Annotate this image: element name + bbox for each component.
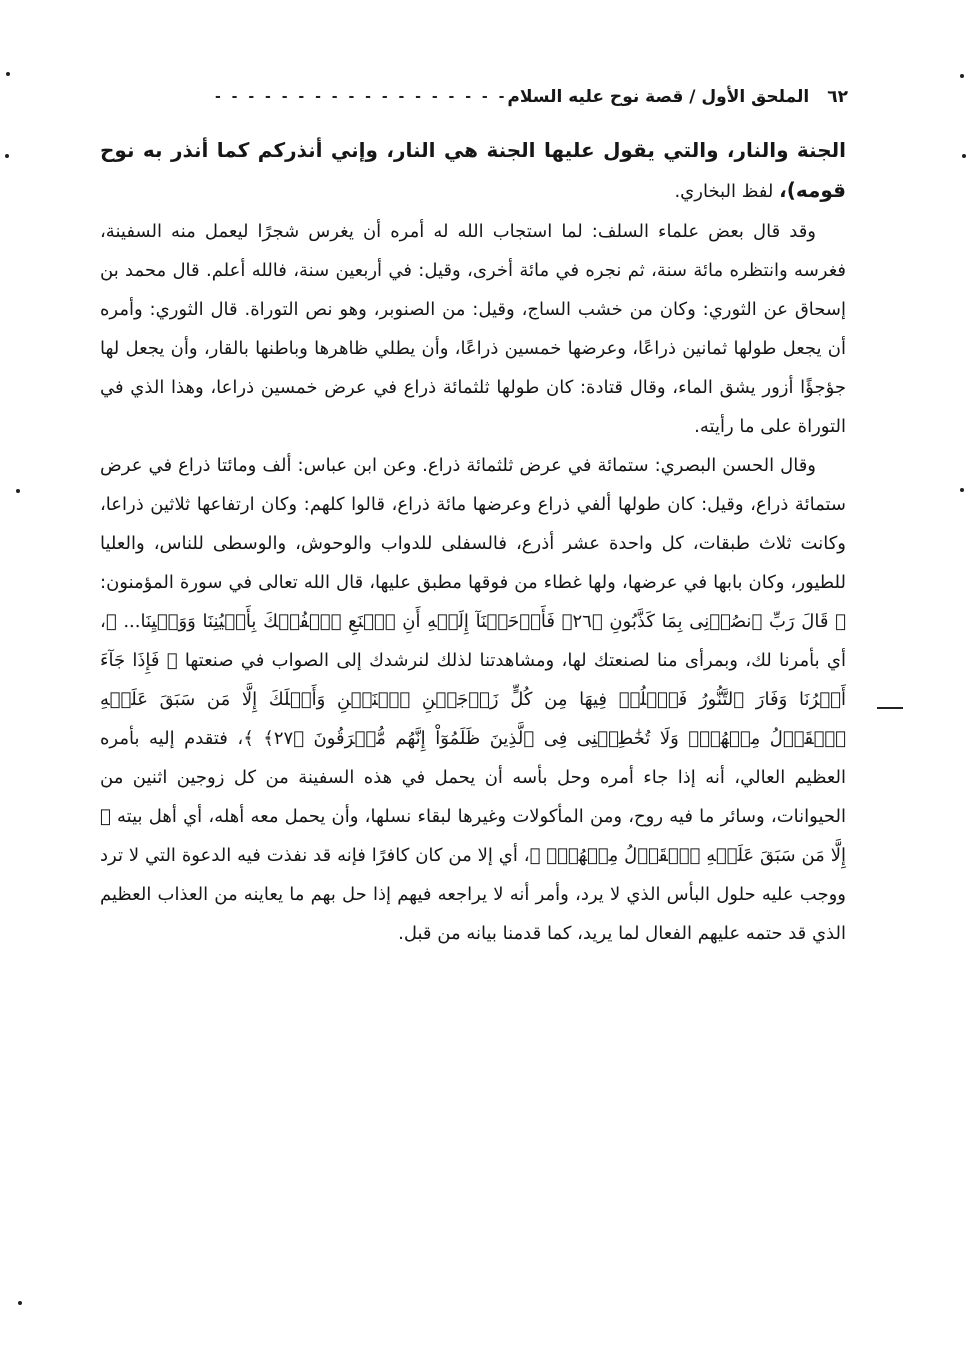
- header-dot-leader: - - - - - - - - - - - - - - - - - -: [214, 89, 508, 105]
- running-title: الملحق الأول / قصة نوح عليه السلام: [507, 87, 810, 107]
- scan-speck: [18, 1301, 22, 1305]
- quran-verse-2: ﴿ فَإِذَا جَآءَ أَمۡرُنَا وَفَارَ ٱلتَّنُّورُ فَٱسۡلُكۡ فِيهَا مِن كُلٍّ زَوۡجَيۡنِ ٱثۡنَيۡنِ وَأَهۡلَكَ إِلَّا مَن سَبَقَ عَلَيۡهِ ٱلۡقَوۡلُ مِنۡهُمۡۖ وَلَا تُخَٰطِبۡنِى فِى ٱلَّذِينَ ظَلَمُوٓاْ إِنَّهُم مُّغۡرَقُونَ ﴿٢٧﴾ ﴾: [100, 650, 846, 749]
- scan-speck: [16, 489, 20, 493]
- paragraph-3: [100, 446, 846, 953]
- quran-verse-1: ﴿ قَالَ رَبِّ ٱنصُرۡنِى بِمَا كَذَّبُونِ ﴿٢٦﴾ فَأَوۡحَيۡنَآ إِلَيۡهِ أَنِ ٱصۡنَعِ ٱلۡفُلۡكَ بِأَعۡيُنِنَا وَوَحۡيِنَا... ﴾: [105, 611, 846, 632]
- paragraph-2: وقد قال بعض علماء السلف: لما استجاب الله له أمره أن يغرس شجرًا ليعمل منه السفينة، فغرسه وانتظره مائة سنة، ثم نجره في مائة أخرى، وقيل: في أربعين سنة، فالله أعلم. قال محمد بن إسحاق عن الثوري: وكان من خشب الساج، وقيل: من الصنوبر، وهو نص التوراة. قال الثوري: وأمره أن يجعل طولها ثمانين ذراعًا، وعرضها خمسين ذراعًا، وأن يطلي ظاهرها وباطنها بالقار، وأن يجعل لها جؤجؤًا أزور يشق الماء، وقال قتادة: كان طولها ثلثمائة ذراع في عرض خمسين ذراعا، وهذا الذي في التوراة على ما رأيته.: [100, 221, 846, 437]
- page-number: ٦٢: [827, 87, 848, 107]
- paragraph-1: [100, 130, 846, 212]
- paragraph-3-part-a: وقال الحسن البصري: ستمائة في عرض ثلثمائة ذراع. وعن ابن عباس: ألف ومائتا ذراع في عرض ستمائة ذراع، وقيل: كان طولها ألفي ذراع وعرضها مائة ذراع، قالوا كلهم: وكان ارتفاعها ثلاثين ذراعا، وكانت ثلاث طبقات، كل واحدة عشر أذرع، فالسفلى للدواب والوحوش، والوسطى للناس، والعليا للطيور، وكان بابها في عرضها، ولها غطاء من فوقها مطبق عليها، قال الله تعالى في سورة المؤمنون:: [100, 455, 846, 593]
- scan-speck: [962, 154, 966, 158]
- running-header: [108, 80, 848, 114]
- scan-stroke: [877, 707, 903, 709]
- paragraph-3-part-c: ، فتقدم إليه بأمره العظيم العالي، أنه إذا جاء أمره وحل بأسه أن يحمل في هذه السفينة من كل زوجين اثنين من الحيوانات، وسائر ما فيه روح، ومن المأكولات وغيرها لبقاء نسلها، وأن يحمل معه أهله، أي أهل بيته: [100, 728, 846, 827]
- paragraph-1-bold: الجنة والنار، والتي يقول عليها الجنة هي النار، وإني أنذركم كما أنذر به نوح قومه)،: [100, 138, 846, 202]
- quran-verse-3: ﴿ إِلَّا مَن سَبَقَ عَلَيۡهِ ٱلۡقَوۡلُ مِنۡهُمۡۖ ﴾: [100, 806, 846, 866]
- paragraph-3-part-d: ، أي إلا من كان كافرًا فإنه قد نفذت فيه الدعوة التي لا ترد ووجب عليه حلول البأس الذي لا يرد، وأمر أنه لا يراجعه فيهم إذا حل بهم ما يعاينه من العذاب العظيم الذي قد حتمه عليهم الفعال لما يريد، كما قدمنا بيانه من قبل.: [100, 845, 846, 944]
- paragraph-3-part-b: ، أي بأمرنا لك، وبمرأى منا لصنعتك لها، ومشاهدتنا لذلك لنرشدك إلى الصواب في صنعتها: [100, 611, 846, 671]
- scan-speck: [5, 154, 9, 158]
- paragraph-1-plain: لفظ البخاري.: [674, 181, 780, 202]
- scan-speck: [6, 72, 10, 76]
- scan-speck: [960, 74, 964, 78]
- body-text: [100, 130, 846, 953]
- scan-speck: [960, 488, 964, 492]
